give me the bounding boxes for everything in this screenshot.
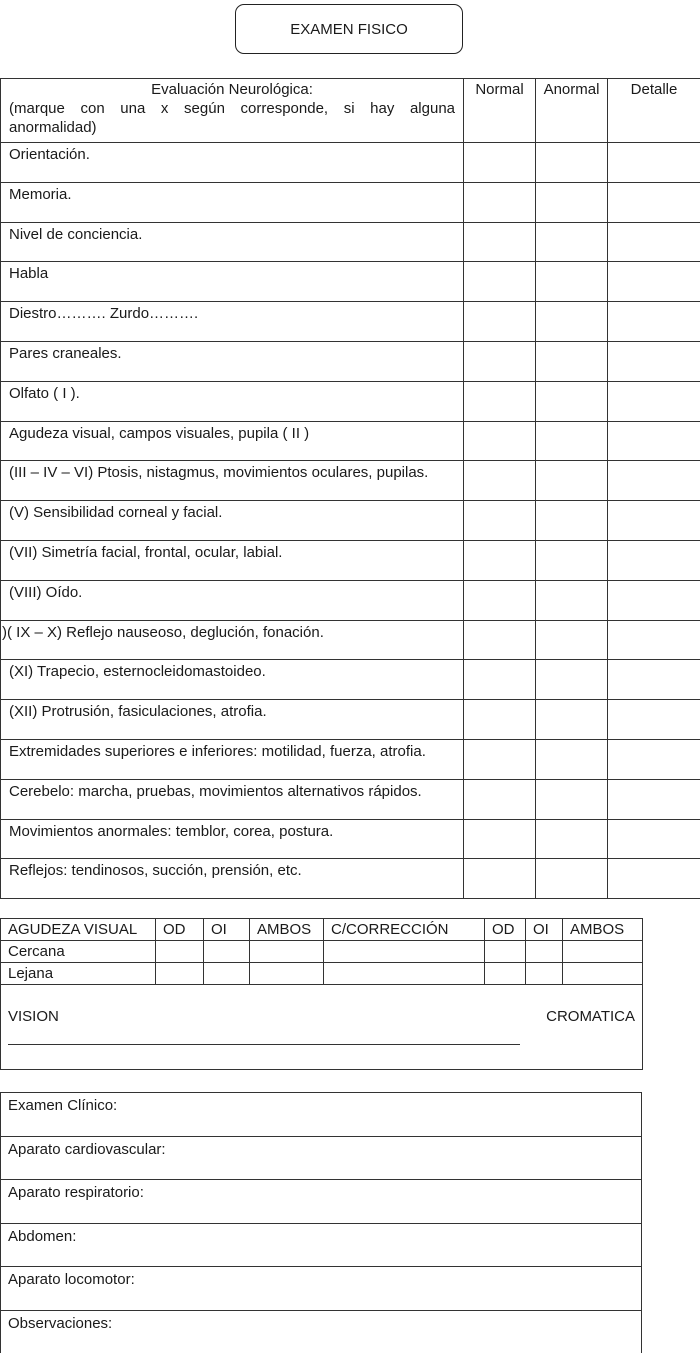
acuity-row-lejana — [1, 963, 643, 985]
acuity-cell-oi[interactable] — [204, 963, 250, 985]
neuro-row-label — [1, 501, 464, 541]
neuro-instructions-cont: anormalidad) — [9, 119, 97, 136]
clinical-field-label: Aparato respiratorio: — [8, 1184, 144, 1201]
clinical-field-label: Abdomen: — [8, 1227, 77, 1245]
acuity-cell-ambos[interactable] — [250, 941, 324, 963]
neuro-cell-anormal[interactable] — [536, 262, 608, 302]
neuro-cell-normal[interactable] — [464, 302, 536, 342]
neuro-cell-normal[interactable] — [464, 222, 536, 262]
clinical-field[interactable] — [1, 1267, 642, 1311]
neuro-row — [1, 501, 700, 541]
neuro-row-text: Memoria. — [9, 185, 72, 203]
neuro-cell-normal[interactable] — [464, 580, 536, 620]
acuity-header-od: OD — [156, 919, 204, 941]
neuro-cell-anormal[interactable] — [536, 620, 608, 660]
neuro-instructions: (marque con una x según corresponde, si hay alguna — [9, 100, 455, 117]
neuro-row-label — [1, 262, 464, 302]
col-detalle-header: Detalle — [608, 79, 700, 143]
acuity-header-ambos: AMBOS — [250, 919, 324, 941]
neuro-row-label — [1, 341, 464, 381]
col-normal-header: Normal — [464, 79, 536, 143]
neuro-cell-anormal[interactable] — [536, 580, 608, 620]
clinical-row — [1, 1267, 642, 1311]
cromatica-label: CROMATICA — [546, 1008, 635, 1025]
neuro-row — [1, 222, 700, 262]
acuity-cell-correccion[interactable] — [324, 963, 485, 985]
neuro-row-text: Cerebelo: marcha, pruebas, movimientos alternativos rápidos. — [9, 782, 422, 800]
acuity-header-oi: OI — [204, 919, 250, 941]
neuro-row-text: Movimientos anormales: temblor, corea, postura. — [9, 822, 334, 840]
clinical-field-label: Aparato locomotor: — [8, 1271, 135, 1288]
neuro-row — [1, 143, 700, 183]
neuro-row — [1, 302, 700, 342]
acuity-row-label: Cercana — [1, 941, 156, 963]
neuro-row — [1, 859, 700, 899]
neuro-cell-anormal[interactable] — [536, 819, 608, 859]
neuro-row — [1, 461, 700, 501]
neuro-cell-detalle[interactable] — [608, 222, 700, 262]
clinical-field[interactable] — [1, 1223, 642, 1267]
neuro-cell-anormal[interactable] — [536, 501, 608, 541]
neuro-row — [1, 700, 700, 740]
neuro-row-text: Olfato ( I ). — [9, 384, 80, 402]
neuro-cell-normal[interactable] — [464, 739, 536, 779]
neuro-row-text: (VII) Simetría facial, frontal, ocular, labial. — [9, 543, 283, 561]
acuity-header-ambos-corr: AMBOS — [563, 919, 643, 941]
neuro-row-label — [1, 739, 464, 779]
acuity-header-row — [1, 919, 643, 941]
neuro-cell-anormal[interactable] — [536, 540, 608, 580]
neuro-row — [1, 341, 700, 381]
neuro-row-text: (XII) Protrusión, fasiculaciones, atrofia. — [9, 703, 267, 721]
clinical-field[interactable] — [1, 1180, 642, 1224]
clinical-row — [1, 1136, 642, 1180]
acuity-cell-od[interactable] — [156, 963, 204, 985]
neuro-row-label — [1, 620, 464, 660]
neuro-cell-normal[interactable] — [464, 819, 536, 859]
neuro-row — [1, 381, 700, 421]
neuro-row — [1, 819, 700, 859]
acuity-row-label: Lejana — [1, 963, 156, 985]
neuro-cell-normal[interactable] — [464, 540, 536, 580]
acuity-cell-oi-corr[interactable] — [526, 941, 563, 963]
neuro-row-text: (III – IV – VI) Ptosis, nistagmus, movimientos oculares, pupilas. — [9, 464, 429, 482]
clinical-field-label: Aparato cardiovascular: — [8, 1140, 166, 1158]
acuity-row-cercana — [1, 941, 643, 963]
clinical-field[interactable] — [1, 1310, 642, 1353]
vision-label: VISION — [8, 1008, 59, 1025]
neuro-row-label — [1, 580, 464, 620]
neuro-row-text: (VIII) Oído. — [9, 583, 83, 601]
neuro-row-label — [1, 779, 464, 819]
neuro-row — [1, 779, 700, 819]
neuro-cell-anormal[interactable] — [536, 381, 608, 421]
neuro-cell-normal[interactable] — [464, 143, 536, 183]
acuity-cell-correccion[interactable] — [324, 941, 485, 963]
neuro-cell-normal[interactable] — [464, 341, 536, 381]
neuro-row-label — [1, 859, 464, 899]
neuro-cell-detalle[interactable] — [608, 700, 700, 740]
acuity-cell-oi[interactable] — [204, 941, 250, 963]
acuity-header-label: AGUDEZA VISUAL — [1, 919, 156, 941]
vision-cromatica-cell[interactable] — [1, 985, 643, 1070]
neuro-cell-detalle[interactable] — [608, 182, 700, 222]
acuity-cell-od[interactable] — [156, 941, 204, 963]
neuro-evaluation-table — [0, 78, 700, 899]
neuro-row — [1, 660, 700, 700]
neuro-row-text: Orientación. — [9, 146, 90, 163]
neuro-row-label — [1, 143, 464, 183]
neuro-cell-detalle[interactable] — [608, 540, 700, 580]
neuro-row-text: Agudeza visual, campos visuales, pupila ( II ) — [9, 424, 310, 442]
neuro-row-text: Extremidades superiores e inferiores: motilidad, fuerza, atrofia. — [9, 742, 426, 760]
neuro-row-text: Habla — [9, 265, 49, 283]
neuro-row — [1, 620, 700, 660]
acuity-cell-oi-corr[interactable] — [526, 963, 563, 985]
acuity-cell-ambos-corr[interactable] — [563, 941, 643, 963]
neuro-cell-anormal[interactable] — [536, 222, 608, 262]
neuro-cell-normal[interactable] — [464, 381, 536, 421]
neuro-row — [1, 739, 700, 779]
neuro-cell-normal[interactable] — [464, 859, 536, 899]
acuity-header-od-corr: OD — [485, 919, 526, 941]
neuro-cell-anormal[interactable] — [536, 739, 608, 779]
neuro-cell-detalle[interactable] — [608, 580, 700, 620]
neuro-cell-normal[interactable] — [464, 461, 536, 501]
neuro-row-text: )( IX – X) Reflejo nauseoso, deglución, fonación. — [2, 623, 324, 641]
clinical-field-label: Examen Clínico: — [8, 1097, 118, 1114]
neuro-cell-detalle[interactable] — [608, 262, 700, 302]
neuro-row-text: Pares craneales. — [9, 344, 122, 362]
acuity-cell-ambos-corr[interactable] — [563, 963, 643, 985]
neuro-row — [1, 580, 700, 620]
neuro-cell-normal[interactable] — [464, 660, 536, 700]
page-title: EXAMEN FISICO — [235, 4, 463, 54]
neuro-cell-detalle[interactable] — [608, 819, 700, 859]
vision-answer-line — [8, 1044, 520, 1045]
neuro-row-label — [1, 381, 464, 421]
neuro-cell-detalle[interactable] — [608, 143, 700, 183]
neuro-cell-anormal[interactable] — [536, 302, 608, 342]
neuro-title: Evaluación Neurológica: — [151, 81, 313, 98]
neuro-cell-detalle[interactable] — [608, 779, 700, 819]
neuro-cell-detalle[interactable] — [608, 302, 700, 342]
clinical-exam-table — [0, 1092, 642, 1353]
neuro-row-label — [1, 540, 464, 580]
neuro-row — [1, 262, 700, 302]
neuro-cell-anormal[interactable] — [536, 461, 608, 501]
neuro-cell-anormal[interactable] — [536, 700, 608, 740]
neuro-row — [1, 182, 700, 222]
neuro-cell-detalle[interactable] — [608, 501, 700, 541]
clinical-field[interactable] — [1, 1136, 642, 1180]
neuro-row-text: Diestro………. Zurdo………. — [9, 305, 199, 323]
neuro-cell-anormal[interactable] — [536, 660, 608, 700]
neuro-cell-detalle[interactable] — [608, 660, 700, 700]
acuity-cell-ambos[interactable] — [250, 963, 324, 985]
neuro-cell-normal[interactable] — [464, 620, 536, 660]
neuro-row — [1, 421, 700, 461]
neuro-cell-anormal[interactable] — [536, 182, 608, 222]
neuro-header-row — [1, 79, 700, 143]
neuro-cell-detalle[interactable] — [608, 461, 700, 501]
neuro-cell-normal[interactable] — [464, 421, 536, 461]
neuro-cell-detalle[interactable] — [608, 620, 700, 660]
clinical-field[interactable] — [1, 1093, 642, 1137]
neuro-cell-detalle[interactable] — [608, 859, 700, 899]
col-anormal-header: Anormal — [536, 79, 608, 143]
neuro-row-label — [1, 660, 464, 700]
acuity-cell-od-corr[interactable] — [485, 941, 526, 963]
acuity-header-correccion: C/CORRECCIÓN — [324, 919, 485, 941]
neuro-cell-detalle[interactable] — [608, 421, 700, 461]
neuro-cell-anormal[interactable] — [536, 421, 608, 461]
acuity-header-oi-corr: OI — [526, 919, 563, 941]
neuro-cell-anormal[interactable] — [536, 341, 608, 381]
neuro-cell-detalle[interactable] — [608, 739, 700, 779]
neuro-cell-normal[interactable] — [464, 501, 536, 541]
visual-acuity-table — [0, 918, 643, 1070]
neuro-cell-detalle[interactable] — [608, 341, 700, 381]
neuro-row-text: Nivel de conciencia. — [9, 225, 143, 243]
neuro-header-cell — [1, 79, 464, 143]
neuro-row-label — [1, 461, 464, 501]
neuro-cell-detalle[interactable] — [608, 381, 700, 421]
neuro-cell-anormal[interactable] — [536, 779, 608, 819]
neuro-row — [1, 540, 700, 580]
neuro-row-label — [1, 222, 464, 262]
acuity-cell-od-corr[interactable] — [485, 963, 526, 985]
neuro-row-label — [1, 421, 464, 461]
clinical-row — [1, 1310, 642, 1353]
clinical-row — [1, 1180, 642, 1224]
neuro-cell-normal[interactable] — [464, 182, 536, 222]
neuro-row-text: (V) Sensibilidad corneal y facial. — [9, 504, 223, 522]
neuro-row-label — [1, 700, 464, 740]
neuro-row-label — [1, 182, 464, 222]
neuro-row-text: (XI) Trapecio, esternocleidomastoideo. — [9, 663, 266, 681]
clinical-row — [1, 1093, 642, 1137]
neuro-row-label — [1, 302, 464, 342]
neuro-row-label — [1, 819, 464, 859]
neuro-cell-anormal[interactable] — [536, 143, 608, 183]
neuro-cell-anormal[interactable] — [536, 859, 608, 899]
neuro-cell-normal[interactable] — [464, 700, 536, 740]
vision-cromatica-row — [1, 985, 643, 1070]
clinical-field-label: Observaciones: — [8, 1314, 113, 1332]
neuro-cell-normal[interactable] — [464, 779, 536, 819]
clinical-row — [1, 1223, 642, 1267]
neuro-row-text: Reflejos: tendinosos, succión, prensión, etc. — [9, 862, 302, 880]
neuro-cell-normal[interactable] — [464, 262, 536, 302]
